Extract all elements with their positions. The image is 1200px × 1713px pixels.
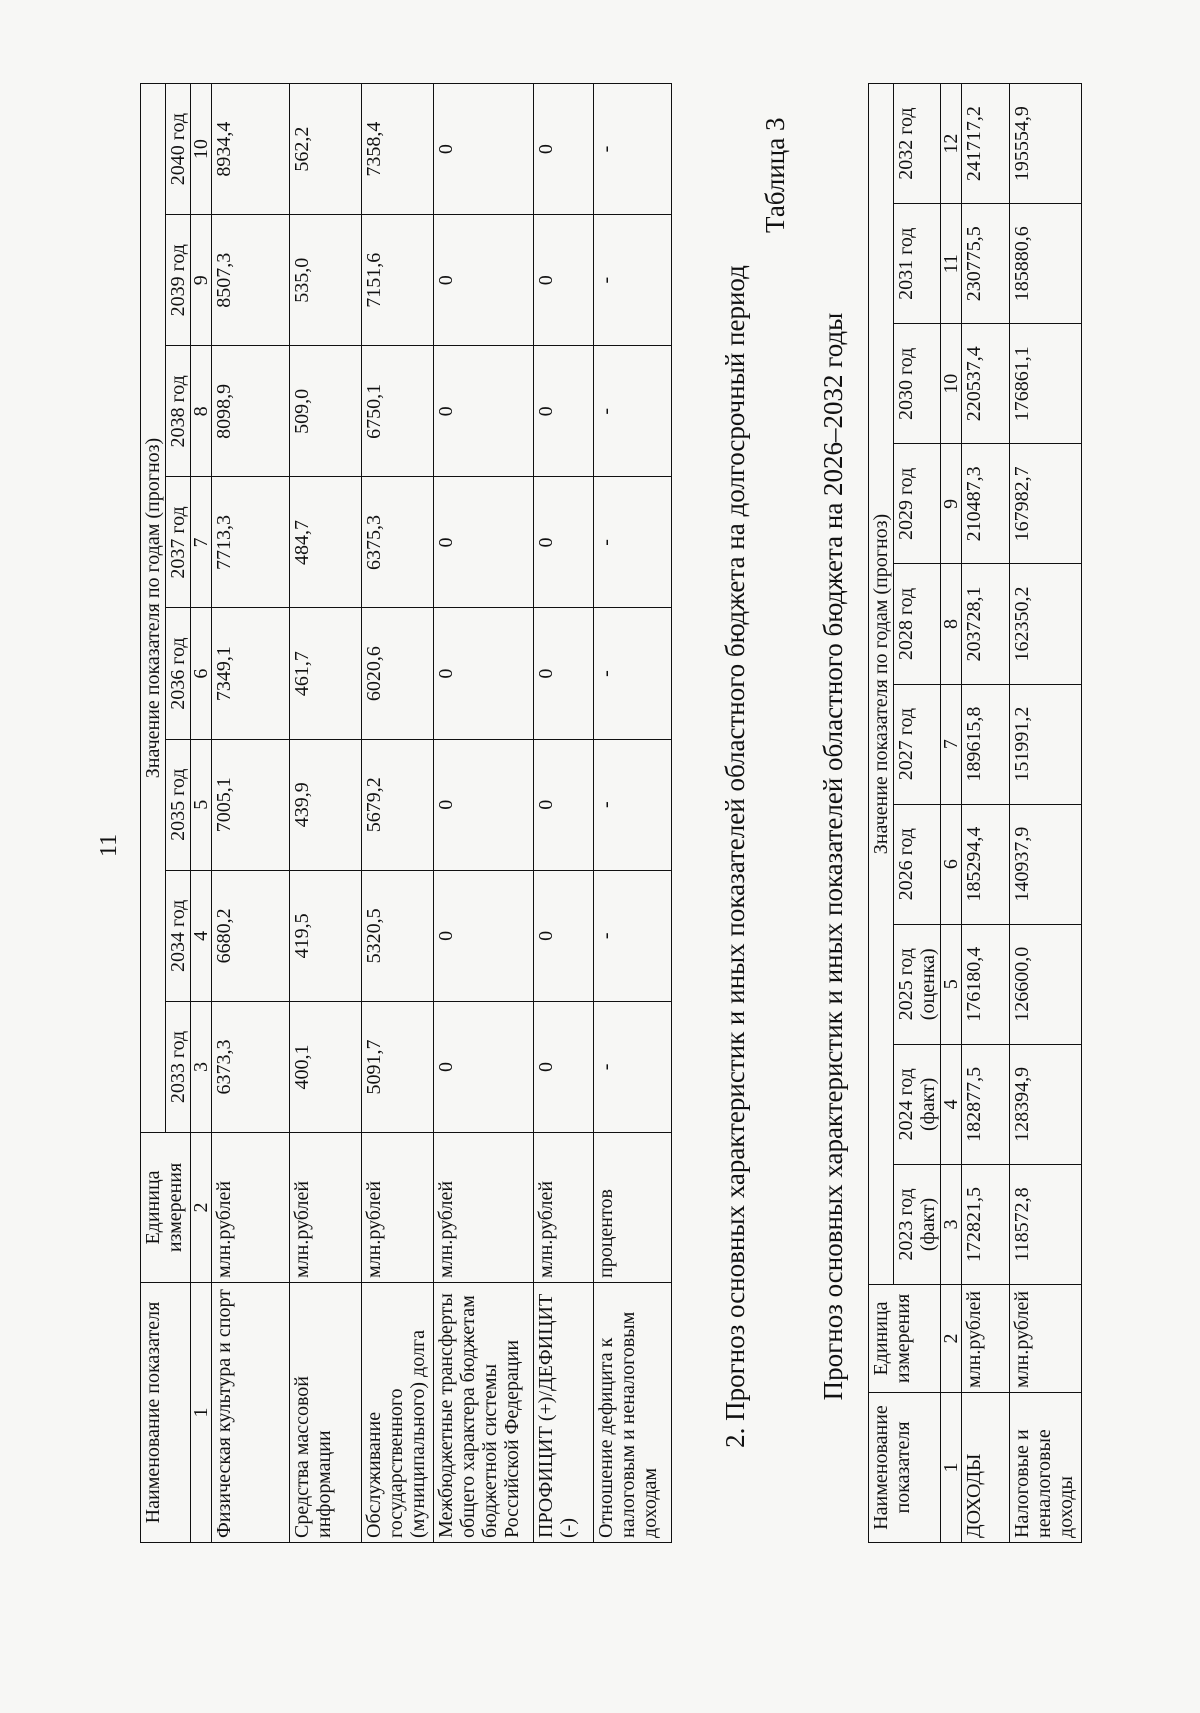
value-cell: 0 xyxy=(534,215,594,346)
row-name: ДОХОДЫ xyxy=(962,1393,1010,1543)
table-label: Таблица 3 xyxy=(760,117,790,233)
col-header-year: 2031 год xyxy=(894,204,941,324)
table-row xyxy=(290,84,362,1543)
col-header-year: 2026 год xyxy=(894,804,941,924)
value-cell: 0 xyxy=(534,608,594,739)
col-header-unit: Единица измерения xyxy=(141,1133,191,1283)
value-cell: 0 xyxy=(434,215,534,346)
value-cell: 7005,1 xyxy=(212,739,290,870)
index-cell: 2 xyxy=(941,1285,962,1393)
col-header-year: 2029 год xyxy=(894,444,941,564)
col-header-year: 2024 год (факт) xyxy=(894,1044,941,1164)
value-cell: - xyxy=(594,608,672,739)
value-cell: 172821,5 xyxy=(962,1164,1010,1284)
value-cell: 182877,5 xyxy=(962,1044,1010,1164)
value-cell: 6020,6 xyxy=(362,608,434,739)
value-cell: 0 xyxy=(434,870,534,1001)
value-cell: 461,7 xyxy=(290,608,362,739)
value-cell: 0 xyxy=(434,477,534,608)
value-cell: - xyxy=(594,477,672,608)
table1-body xyxy=(212,84,672,1543)
index-row xyxy=(191,84,212,1543)
col-header-year: 2038 год xyxy=(166,346,191,477)
row-name: ПРОФИЦИТ (+)/ДЕФИЦИТ (-) xyxy=(534,1283,594,1543)
value-cell: 126600,0 xyxy=(1010,924,1082,1044)
col-header-year: 2030 год xyxy=(894,324,941,444)
value-cell: 140937,9 xyxy=(1010,804,1082,924)
value-cell: 5320,5 xyxy=(362,870,434,1001)
index-cell: 12 xyxy=(941,84,962,204)
value-cell: 176180,4 xyxy=(962,924,1010,1044)
table-row xyxy=(534,84,594,1543)
value-cell: 0 xyxy=(534,346,594,477)
value-cell: 230775,5 xyxy=(962,204,1010,324)
value-cell: 0 xyxy=(534,739,594,870)
row-unit: млн.рублей xyxy=(1010,1285,1082,1393)
table-row xyxy=(594,84,672,1543)
col-header-year: 2027 год xyxy=(894,684,941,804)
value-cell: 185294,4 xyxy=(962,804,1010,924)
value-cell: 162350,2 xyxy=(1010,564,1082,684)
index-cell: 3 xyxy=(941,1164,962,1284)
row-name: Межбюджетные трансферты общего характера бюджетам бюджетной системы Российской Федерации xyxy=(434,1283,534,1543)
value-cell: 167982,7 xyxy=(1010,444,1082,564)
index-cell: 4 xyxy=(941,1044,962,1164)
row-unit: млн.рублей xyxy=(962,1285,1010,1393)
index-cell: 3 xyxy=(191,1001,212,1132)
table2-body xyxy=(962,84,1082,1543)
value-cell: 484,7 xyxy=(290,477,362,608)
value-cell: 6750,1 xyxy=(362,346,434,477)
col-header-unit: Единица измерения xyxy=(869,1285,941,1393)
index-cell: 5 xyxy=(941,924,962,1044)
value-cell: 535,0 xyxy=(290,215,362,346)
index-cell: 9 xyxy=(941,444,962,564)
index-cell: 8 xyxy=(941,564,962,684)
value-cell: 0 xyxy=(534,1001,594,1132)
col-header-year: 2035 год xyxy=(166,739,191,870)
value-cell: 439,9 xyxy=(290,739,362,870)
index-cell: 11 xyxy=(941,204,962,324)
row-name: Отношение дефицита к налоговым и неналоговым доходам xyxy=(594,1283,672,1543)
value-cell: - xyxy=(594,84,672,215)
row-name: Физическая культура и спорт xyxy=(212,1283,290,1543)
index-cell: 9 xyxy=(191,215,212,346)
table-row xyxy=(362,84,434,1543)
index-cell: 1 xyxy=(941,1393,962,1543)
value-cell: 118572,8 xyxy=(1010,1164,1082,1284)
table-long-term-expenses xyxy=(140,83,672,1543)
value-cell: 0 xyxy=(534,477,594,608)
value-cell: - xyxy=(594,346,672,477)
index-cell: 6 xyxy=(191,608,212,739)
row-unit: процентов xyxy=(594,1133,672,1283)
value-cell: 419,5 xyxy=(290,870,362,1001)
index-cell: 10 xyxy=(191,84,212,215)
col-header-year: 2033 год xyxy=(166,1001,191,1132)
section-title: 2. Прогноз основных характеристик и иных показателей областного бюджета на долгосрочный период xyxy=(720,265,750,1448)
value-cell: 128394,9 xyxy=(1010,1044,1082,1164)
value-cell: 189615,8 xyxy=(962,684,1010,804)
table-row xyxy=(434,84,534,1543)
row-unit: млн.рублей xyxy=(290,1133,362,1283)
value-cell: 185880,6 xyxy=(1010,204,1082,324)
index-cell: 4 xyxy=(191,870,212,1001)
value-cell: - xyxy=(594,739,672,870)
value-cell: 151991,2 xyxy=(1010,684,1082,804)
value-cell: 0 xyxy=(434,739,534,870)
value-cell: 0 xyxy=(434,346,534,477)
index-cell: 6 xyxy=(941,804,962,924)
value-cell: - xyxy=(594,215,672,346)
table-row xyxy=(1010,84,1082,1543)
value-cell: 562,2 xyxy=(290,84,362,215)
table2-title: Прогноз основных характеристик и иных показателей областного бюджета на 2026–2032 годы xyxy=(818,312,848,1401)
col-header-name: Наименование показателя xyxy=(141,1283,191,1543)
value-cell: 5679,2 xyxy=(362,739,434,870)
col-header-year: 2025 год (оценка) xyxy=(894,924,941,1044)
value-cell: - xyxy=(594,1001,672,1132)
row-unit: млн.рублей xyxy=(434,1133,534,1283)
index-cell: 7 xyxy=(191,477,212,608)
row-name: Обслуживание государственного (муниципального) долга xyxy=(362,1283,434,1543)
value-cell: 0 xyxy=(534,870,594,1001)
table-forecast-2026-2032 xyxy=(868,83,1082,1543)
index-cell: 5 xyxy=(191,739,212,870)
value-cell: 7349,1 xyxy=(212,608,290,739)
col-header-group: Значение показателя по годам (прогноз) xyxy=(869,84,894,1285)
value-cell: 220537,4 xyxy=(962,324,1010,444)
index-row xyxy=(941,84,962,1543)
value-cell: 6373,3 xyxy=(212,1001,290,1132)
row-name: Средства массовой информации xyxy=(290,1283,362,1543)
col-header-year: 2037 год xyxy=(166,477,191,608)
value-cell: 509,0 xyxy=(290,346,362,477)
value-cell: 7151,6 xyxy=(362,215,434,346)
col-header-year: 2040 год xyxy=(166,84,191,215)
index-cell: 2 xyxy=(191,1133,212,1283)
value-cell: 195554,9 xyxy=(1010,84,1082,204)
value-cell: 5091,7 xyxy=(362,1001,434,1132)
table-row xyxy=(962,84,1010,1543)
value-cell: 203728,1 xyxy=(962,564,1010,684)
value-cell: 0 xyxy=(434,608,534,739)
index-cell: 1 xyxy=(191,1283,212,1543)
row-unit: млн.рублей xyxy=(534,1133,594,1283)
col-header-year: 2034 год xyxy=(166,870,191,1001)
value-cell: 0 xyxy=(534,84,594,215)
col-header-year: 2039 год xyxy=(166,215,191,346)
row-name: Налоговые и неналоговые доходы xyxy=(1010,1393,1082,1543)
row-unit: млн.рублей xyxy=(362,1133,434,1283)
value-cell: 241717,2 xyxy=(962,84,1010,204)
index-cell: 7 xyxy=(941,684,962,804)
value-cell: 8507,3 xyxy=(212,215,290,346)
col-header-group: Значение показателя по годам (прогноз) xyxy=(141,84,166,1133)
row-unit: млн.рублей xyxy=(212,1133,290,1283)
table-row xyxy=(212,84,290,1543)
page-number: 11 xyxy=(96,833,122,857)
index-cell: 8 xyxy=(191,346,212,477)
value-cell: 7713,3 xyxy=(212,477,290,608)
value-cell: 210487,3 xyxy=(962,444,1010,564)
col-header-year: 2032 год xyxy=(894,84,941,204)
col-header-year: 2036 год xyxy=(166,608,191,739)
value-cell: 0 xyxy=(434,84,534,215)
index-cell: 10 xyxy=(941,324,962,444)
value-cell: 0 xyxy=(434,1001,534,1132)
value-cell: 8934,4 xyxy=(212,84,290,215)
value-cell: 400,1 xyxy=(290,1001,362,1132)
value-cell: 176861,1 xyxy=(1010,324,1082,444)
col-header-year: 2028 год xyxy=(894,564,941,684)
value-cell: 6680,2 xyxy=(212,870,290,1001)
value-cell: 6375,3 xyxy=(362,477,434,608)
col-header-name: Наименование показателя xyxy=(869,1393,941,1543)
value-cell: - xyxy=(594,870,672,1001)
value-cell: 7358,4 xyxy=(362,84,434,215)
value-cell: 8098,9 xyxy=(212,346,290,477)
col-header-year: 2023 год (факт) xyxy=(894,1164,941,1284)
